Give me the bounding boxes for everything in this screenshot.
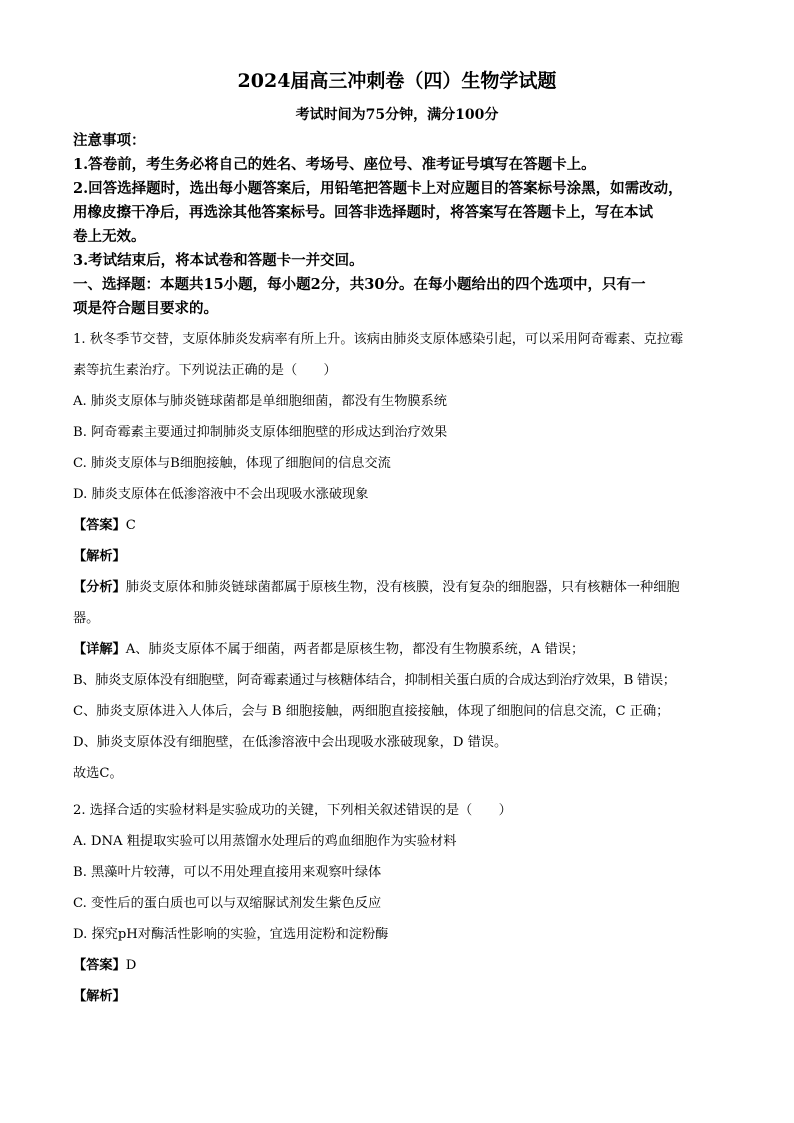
- q1-option-b: B. 阿奇霉素主要通过抑制肺炎支原体细胞壁的形成达到治疗效果: [73, 425, 448, 440]
- section-heading-line1: 一、选择题：本题共15小题，每小题2分，共30分。在每小题给出的四个选项中，只有一: [73, 276, 646, 293]
- q1-detail-d: D、肺炎支原体没有细胞壁，在低渗溶液中会出现吸水涨破现象，D 错误。: [73, 735, 508, 750]
- notice-item-2-end: 卷上无效。: [73, 228, 146, 245]
- q2-answer: D: [125, 958, 137, 973]
- notice-item-2: 2.回答选择题时，选出每小题答案后，用铅笔把答题卡上对应题目的答案标号涂黑，如需改动，: [73, 180, 683, 197]
- q1-answer-tag: 【答案】: [73, 518, 126, 533]
- q2-answer-tag: 【答案】: [73, 958, 126, 973]
- q2-option-b: B. 黑藻叶片较薄，可以不用处理直接用来观察叶绿体: [73, 865, 382, 880]
- q1-option-c: C. 肺炎支原体与B细胞接触，体现了细胞间的信息交流: [73, 456, 391, 471]
- notice-block: [73, 129, 733, 321]
- section-heading-line2: 项是符合题目要求的。: [73, 300, 218, 317]
- q2-option-a: A. DNA 粗提取实验可以用蒸馏水处理后的鸡血细胞作为实验材料: [73, 834, 457, 849]
- notice-item-2-cont: 用橡皮擦干净后，再选涂其他答案标号。回答非选择题时，将答案写在答题卡上，写在本试: [73, 204, 653, 221]
- q1-fenxi-tag: 【分析】: [73, 580, 126, 595]
- q1-conclusion: 故选C。: [73, 766, 123, 781]
- q2-option-d: D. 探究pH对酶活性影响的实验，宜选用淀粉和淀粉酶: [73, 927, 389, 942]
- notice-item-3: 3.考试结束后，将本试卷和答题卡一并交回。: [73, 252, 364, 269]
- q1-option-a: A. 肺炎支原体与肺炎链球菌都是单细胞细菌，都没有生物膜系统: [73, 394, 447, 409]
- q1-fenxi-text: 肺炎支原体和肺炎链球菌都属于原核生物，没有核膜，没有复杂的细胞器，只有核糖体一种细胞: [125, 580, 680, 595]
- q1-option-d: D. 肺炎支原体在低渗溶液中不会出现吸水涨破现象: [73, 487, 369, 502]
- q1-fenxi-line2: 器。: [73, 611, 100, 626]
- q1-stem-line2: 素等抗生素治疗。下列说法正确的是（ ）: [73, 363, 337, 378]
- q2-option-c: C. 变性后的蛋白质也可以与双缩脲试剂发生紫色反应: [73, 896, 382, 911]
- q2-answer-line: [73, 950, 743, 981]
- q1-detail-a: A、肺炎支原体不属于细菌，两者都是原核生物，都没有生物膜系统，A 错误；: [125, 642, 585, 657]
- q2-analysis-tag: 【解析】: [73, 989, 126, 1004]
- q1-detail-b: B、肺炎支原体没有细胞壁，阿奇霉素通过与核糖体结合，抑制相关蛋白质的合成达到治疗效果，B 错误；: [73, 673, 676, 688]
- question-1: [73, 324, 743, 789]
- q1-analysis-tag: 【解析】: [73, 549, 126, 564]
- question-2: [73, 795, 743, 1012]
- q1-detail-a-line: [73, 634, 743, 665]
- q1-answer-line: [73, 510, 743, 541]
- exam-title: 2024届高三冲刺卷（四）生物学试题: [237, 70, 557, 92]
- q2-stem: 2. 选择合适的实验材料是实验成功的关键，下列相关叙述错误的是（ ）: [73, 803, 512, 818]
- q1-stem-line1: 1. 秋冬季节交替，支原体肺炎发病率有所上升。该病由肺炎支原体感染引起，可以采用阿奇霉素、克拉霉: [73, 332, 684, 347]
- q1-fenxi-line1: [73, 572, 743, 603]
- q1-answer: C: [125, 518, 136, 533]
- q1-detail-tag: 【详解】: [73, 642, 126, 657]
- notice-heading: 注意事项：: [73, 132, 146, 149]
- q1-detail-c: C、肺炎支原体进入人体后，会与 B 细胞接触，两细胞直接接触，体现了细胞间的信息交流，C 正确；: [73, 704, 670, 719]
- notice-item-1: 1.答卷前，考生务必将自己的姓名、考场号、座位号、准考证号填写在答题卡上。: [73, 156, 596, 173]
- exam-subtitle: 考试时间为75分钟，满分100分: [295, 107, 499, 123]
